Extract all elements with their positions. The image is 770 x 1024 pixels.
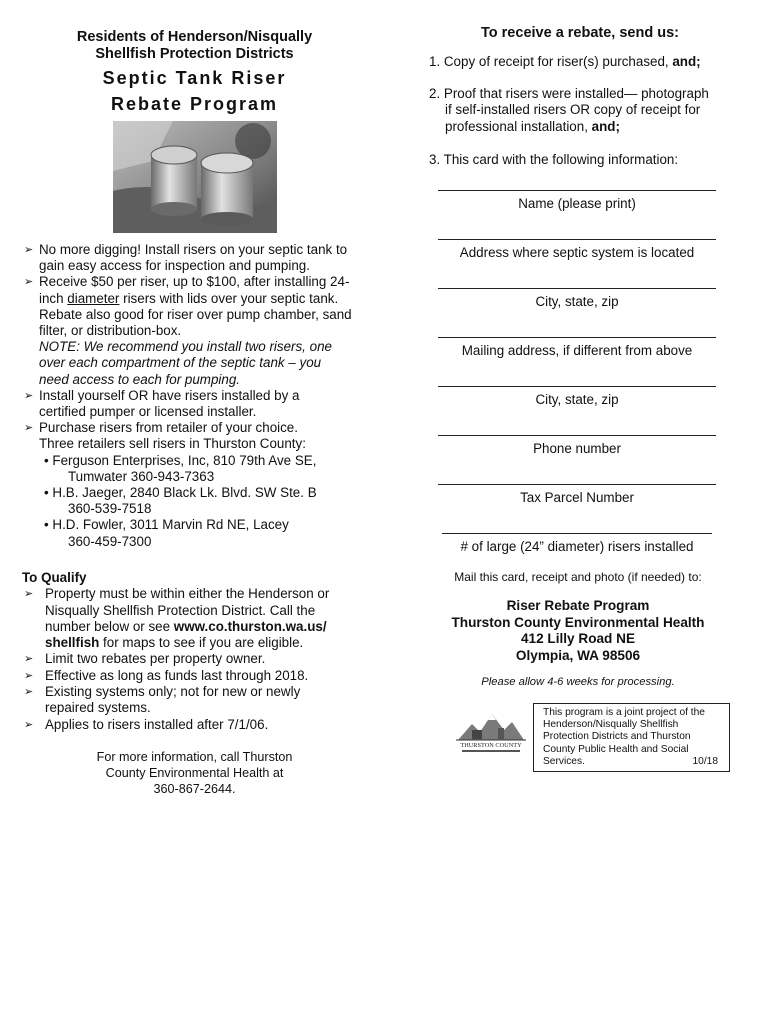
rebate-instructions-title: To receive a rebate, send us:	[481, 25, 679, 41]
field-label: Mailing address, if different from above	[461, 343, 693, 358]
riser-photo	[113, 121, 277, 233]
requirement-1: 1. Copy of receipt for riser(s) purchased, and;	[429, 54, 701, 69]
arrow-bullet-icon: ➢	[24, 244, 34, 256]
list-item: ➢ Applies to risers installed after 7/1/06.	[24, 716, 269, 732]
riser-count-field[interactable]	[442, 533, 712, 534]
list-item: ➢ Effective as long as funds last through 2018.	[24, 667, 309, 683]
mailing-city-state-zip-field[interactable]	[438, 386, 716, 387]
name-field[interactable]	[438, 190, 716, 191]
requirement-2: 2. Proof that risers were installed— photograph if self-installed risers OR copy of receipt for professional installation, and;	[429, 86, 709, 134]
arrow-bullet-icon: ➢	[24, 588, 34, 601]
thurston-county-logo	[452, 700, 530, 756]
field-label: # of large (24” diameter) risers installed	[460, 539, 694, 554]
arrow-bullet-icon: ➢	[24, 389, 34, 402]
svg-text:THURSTON COUNTY: THURSTON COUNTY	[460, 742, 522, 749]
qualify-section	[22, 570, 372, 733]
arrow-bullet-icon: ➢	[24, 276, 34, 289]
benefits-list: ➢ No more digging! Install risers on your septic tank to gain easy access for inspection and pumping. ➢ Receive $50 per riser, up to $100, after installing 24- inch diameter risers with lids over your septic tank. Rebate also good for riser over pump chamber, sand filter, or distribution-box. NOTE: We recommend you install two risers, one over each compartment of the septic tank – you need access to each for pumping. ➢ Install yourself OR have risers installed by a certified pumper or licensed installer. ➢ Purchase risers from retailer of your choice. Three retailers sell risers in Thurston County: • Ferguson Enterprises, Inc, 810 79th Ave SE, Tumwater 360-943-7363 • H.B. Jaeger, 2840 Black Lk. Blvd. SW Ste. B 360-539-7518 • H.D. Fowler, 3011 Marvin Rd NE, Lacey 360-459-7300	[22, 242, 372, 550]
field-label: City, state, zip	[535, 294, 619, 309]
list-item: ➢ Install yourself OR have risers installed by a certified pumper or licensed installer.	[24, 387, 300, 420]
field-label: Tax Parcel Number	[520, 490, 634, 505]
retailer-1: • Ferguson Enterprises, Inc, 810 79th Ave SE,	[44, 452, 317, 468]
title-line-2: Rebate Program	[110, 94, 279, 114]
septic-address-field[interactable]	[438, 239, 716, 240]
field-label: Phone number	[533, 441, 621, 456]
heading-line-1: Residents of Henderson/Nisqually	[76, 29, 313, 45]
heading-line-2: Shellfish Protection Districts	[95, 46, 294, 62]
phone-field[interactable]	[438, 435, 716, 436]
left-column	[22, 0, 367, 1024]
field-label: Address where septic system is located	[459, 245, 695, 260]
contact-info: For more information, call Thurston County Environmental Health at 360-867-2644.	[96, 750, 293, 796]
retailer-2: • H.B. Jaeger, 2840 Black Lk. Blvd. SW Ste. B	[44, 485, 317, 501]
list-item: ➢ Existing systems only; not for new or newly repaired systems.	[24, 684, 301, 716]
retailer-3: • H.D. Fowler, 3011 Marvin Rd NE, Lacey	[44, 517, 289, 533]
note: NOTE: We recommend you install two risers, one	[39, 339, 332, 355]
website-link[interactable]: www.co.thurston.wa.us/	[173, 618, 327, 634]
arrow-bullet-icon: ➢	[24, 669, 34, 682]
field-label: Name (please print)	[518, 196, 636, 211]
mailing-address: Riser Rebate Program Thurston County Environmental Health 412 Lilly Road NE Olympia, WA 98506	[451, 598, 705, 663]
list-item: ➢ Purchase risers from retailer of your choice. Three retailers sell risers in Thurston County:	[24, 420, 306, 452]
joint-project-box: This program is a joint project of the Henderson/Nisqually Shellfish Protection Districts and Thurston County Public Health and Social Services. 10/18	[533, 703, 730, 772]
qualify-heading: To Qualify	[22, 570, 87, 585]
title-line-1: Septic Tank Riser	[102, 68, 287, 88]
city-state-zip-field[interactable]	[438, 288, 716, 289]
processing-note: Please allow 4-6 weeks for processing.	[481, 676, 675, 688]
arrow-bullet-icon: ➢	[24, 653, 34, 666]
field-label: City, state, zip	[535, 392, 619, 407]
list-item: ➢ No more digging! Install risers on your septic tank to gain easy access for inspection and pumping.	[24, 242, 348, 274]
right-column	[420, 0, 750, 1024]
list-item: ➢ Receive $50 per riser, up to $100, after installing 24- inch diameter risers with lids over your septic tank. Rebate also good for riser over pump chamber, sand filter, or distribution-box. NOTE: We recommend you install two risers, one over each compartment of the septic tank – you need access to each for pumping.	[22, 274, 372, 387]
form-code: 10/18	[692, 755, 718, 767]
tax-parcel-field[interactable]	[438, 484, 716, 485]
arrow-bullet-icon: ➢	[24, 686, 34, 699]
mailing-address-field[interactable]	[438, 337, 716, 338]
mail-instructions: Mail this card, receipt and photo (if needed) to:	[454, 570, 702, 584]
arrow-bullet-icon: ➢	[24, 718, 34, 731]
list-item: ➢ Limit two rebates per property owner.	[24, 651, 266, 667]
requirement-3: 3. This card with the following information:	[429, 152, 679, 167]
arrow-bullet-icon: ➢	[24, 422, 34, 435]
list-item: ➢ Property must be within either the Henderson or Nisqually Shellfish Protection District. Call the number below or see www.co.thurston.wa.us/ shellfish for maps to see if you are eligible.	[24, 586, 330, 651]
